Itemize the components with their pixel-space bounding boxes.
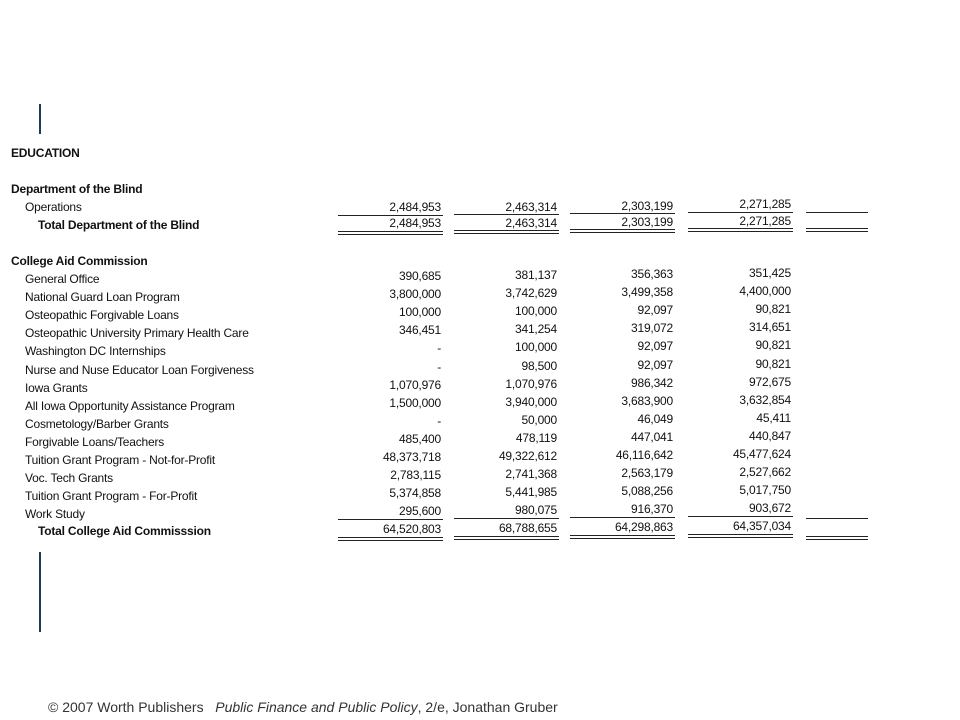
total-cell: 2,303,199	[621, 215, 673, 229]
table-cell: 319,072	[631, 321, 673, 335]
table-cell: 2,783,115	[390, 468, 441, 482]
footer-book-title: Public Finance and Public Policy	[215, 699, 418, 715]
table-cell: 295,600	[399, 504, 441, 518]
total-double-rule	[570, 535, 675, 539]
total-double-rule	[688, 228, 793, 232]
table-cell: 100,000	[515, 340, 557, 354]
accent-bar-bottom	[39, 552, 41, 632]
table-cell: 980,075	[515, 503, 557, 517]
subtotal-rule	[570, 213, 675, 214]
subtotal-rule	[806, 518, 868, 519]
table-cell: -	[437, 414, 441, 428]
table-cell: 2,527,662	[739, 465, 791, 479]
table-cell: 346,451	[399, 323, 441, 337]
table-cell: 2,271,285	[739, 197, 791, 211]
table-cell: 972,675	[749, 375, 791, 389]
table-cell: 3,499,358	[621, 285, 673, 299]
table-cell: 3,940,000	[505, 395, 557, 409]
table-cell: 4,400,000	[739, 284, 791, 298]
total-cell: 68,788,655	[498, 521, 557, 535]
table-cell: 2,303,199	[621, 199, 673, 213]
row-label: Operations	[25, 200, 82, 214]
table-cell: 45,411	[756, 411, 791, 425]
blind-title: Department of the Blind	[11, 182, 143, 196]
section-title: EDUCATION	[11, 146, 80, 160]
table-cell: 440,847	[749, 429, 791, 443]
table-cell: 381,137	[515, 268, 557, 282]
table-cell: 2,563,179	[621, 466, 673, 480]
row-label: Work Study	[25, 507, 85, 521]
table-cell: 90,821	[755, 357, 791, 371]
row-label: Osteopathic Forgivable Loans	[25, 308, 179, 322]
table-cell: 90,821	[755, 302, 791, 316]
row-label: Voc. Tech Grants	[25, 471, 113, 485]
table-cell: 92,097	[637, 339, 673, 353]
row-label: National Guard Loan Program	[25, 290, 180, 304]
row-label: General Office	[25, 272, 100, 286]
table-cell: -	[437, 341, 441, 355]
row-label: Osteopathic University Primary Health Care	[25, 326, 249, 340]
table-cell: 5,374,858	[389, 486, 441, 500]
footer-edition-author: , 2/e, Jonathan Gruber	[417, 699, 558, 715]
table-cell: 5,017,750	[739, 483, 791, 497]
table-cell: 50,000	[521, 413, 557, 427]
total-cell: 64,357,034	[732, 519, 791, 533]
table-cell: 5,441,985	[505, 485, 557, 499]
table-cell: 351,425	[749, 266, 791, 280]
subtotal-rule	[338, 519, 443, 520]
table-cell: 46,049	[637, 412, 673, 426]
table-cell: 341,254	[515, 322, 557, 336]
table-cell: 100,000	[399, 305, 441, 319]
table-cell: 986,342	[631, 376, 673, 390]
row-label: Forgivable Loans/Teachers	[25, 435, 165, 449]
table-cell: 1,500,000	[389, 396, 441, 410]
table-cell: 90,821	[755, 338, 791, 352]
footer-credit	[48, 699, 558, 715]
table-cell: 3,632,854	[739, 393, 791, 407]
table-cell: 92,097	[637, 358, 673, 372]
college-title: College Aid Commission	[11, 254, 148, 268]
table-cell: 1,070,976	[389, 378, 441, 392]
total-double-rule	[454, 536, 559, 540]
total-cell: 2,271,285	[739, 214, 791, 228]
table-cell: 356,363	[631, 267, 673, 281]
table-cell: 45,477,624	[732, 447, 791, 461]
row-label: Tuition Grant Program - Not-for-Profit	[25, 453, 216, 467]
total-cell: 2,463,314	[505, 216, 557, 230]
table-cell: 46,116,642	[615, 448, 673, 462]
total-double-rule	[454, 230, 559, 234]
table-cell: -	[437, 360, 441, 374]
subtotal-rule	[806, 212, 868, 213]
subtotal-rule	[454, 214, 559, 215]
table-cell: 2,741,368	[505, 467, 557, 481]
total-cell: 2,484,953	[389, 216, 441, 230]
table-cell: 916,370	[631, 502, 673, 516]
total-cell: 64,298,863	[614, 520, 673, 534]
total-cell: 64,520,803	[382, 522, 441, 536]
table-cell: 49,322,612	[498, 449, 557, 463]
table-cell: 48,373,718	[382, 450, 441, 464]
row-label: Washington DC Internships	[25, 344, 166, 358]
subtotal-rule	[454, 518, 559, 519]
table-cell: 478,119	[515, 431, 557, 445]
total-label: Total College Aid Commisssion	[38, 524, 211, 538]
subtotal-rule	[688, 212, 793, 213]
table-cell: 5,088,256	[621, 484, 673, 498]
footer-copyright: © 2007 Worth Publishers	[48, 699, 204, 715]
table-cell: 1,070,976	[505, 377, 557, 391]
table-cell: 98,500	[521, 359, 557, 373]
accent-bar-top	[39, 104, 41, 134]
row-label: Iowa Grants	[25, 381, 88, 395]
row-label: All Iowa Opportunity Assistance Program	[25, 399, 235, 413]
total-double-rule	[570, 229, 675, 233]
row-label: Cosmetology/Barber Grants	[25, 417, 169, 431]
table-cell: 3,683,900	[621, 394, 673, 408]
table-cell: 92,097	[637, 303, 673, 317]
table-cell: 314,651	[749, 320, 791, 334]
table-cell: 390,685	[399, 269, 441, 283]
total-double-rule	[806, 228, 868, 232]
total-label: Total Department of the Blind	[38, 218, 200, 232]
total-double-rule	[338, 537, 443, 541]
total-double-rule	[338, 231, 443, 235]
table-cell: 485,400	[399, 432, 441, 446]
table-cell: 100,000	[515, 304, 557, 318]
subtotal-rule	[688, 516, 793, 517]
subtotal-rule	[570, 517, 675, 518]
table-cell: 447,041	[631, 430, 673, 444]
table-cell: 3,800,000	[389, 287, 441, 301]
total-double-rule	[688, 534, 793, 538]
table-cell: 3,742,629	[505, 286, 557, 300]
row-label: Tuition Grant Program - For-Profit	[25, 489, 198, 503]
row-label: Nurse and Nuse Educator Loan Forgiveness	[25, 363, 254, 377]
table-cell: 2,463,314	[505, 200, 557, 214]
table-cell: 2,484,953	[389, 200, 441, 214]
table-cell: 903,672	[749, 501, 791, 515]
total-double-rule	[806, 536, 868, 540]
